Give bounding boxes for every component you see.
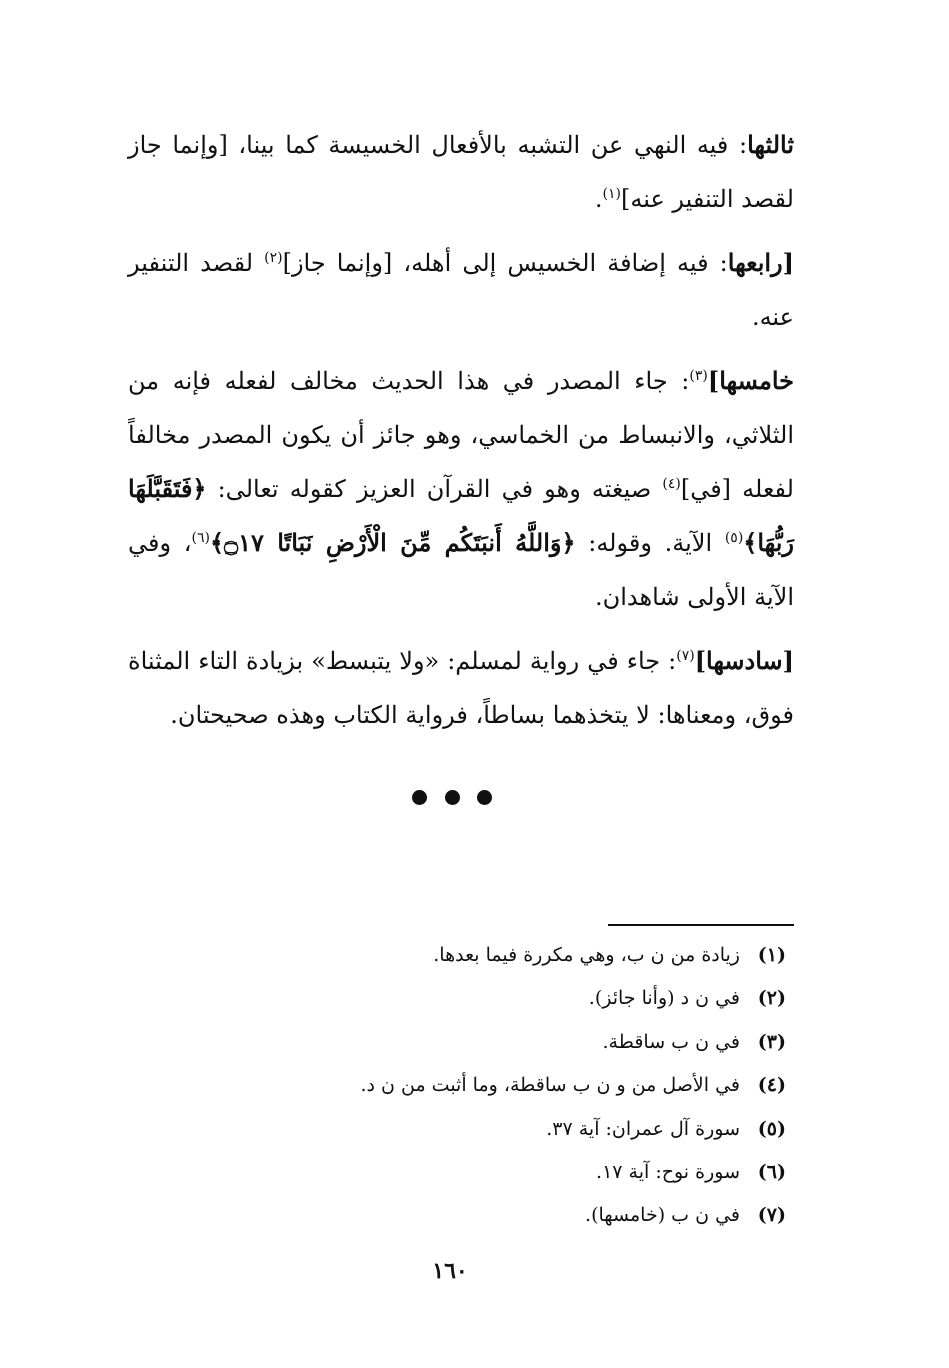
footnotes: [250, 934, 786, 1238]
footnote-text: زيادة من ن ب، وهي مكررة فيما بعدها.: [433, 944, 740, 966]
footnote-ref: (٦): [191, 530, 210, 546]
quran-verse: ﴿فَتَقَبَّلَهَا رَبُّهَا﴾: [128, 474, 794, 557]
section-separator: [412, 787, 492, 807]
separator-dot: [445, 790, 460, 805]
footnote-text: في الأصل من و ن ب ساقطة، وما أثبت من ن د.: [360, 1074, 740, 1097]
footnote-text: في ن ب ساقطة.: [602, 1030, 740, 1053]
paragraph-text: صيغته وهو في القرآن العزيز كقوله تعالى:: [206, 475, 663, 503]
footnote-ref: (١): [602, 186, 621, 202]
footnote-ref: (٢): [264, 250, 283, 266]
footnote-ref: (٥): [724, 530, 744, 546]
footnote-item: [250, 1064, 786, 1107]
paragraph-sixth: [128, 634, 794, 742]
footnote-item: [250, 1021, 786, 1064]
main-text: [128, 118, 794, 752]
footnote-number: (٤): [757, 1074, 786, 1097]
paragraph-third: [128, 118, 794, 226]
quran-verse: ﴿وَاللَّهُ أَنبَتَكُم مِّنَ الْأَرْضِ نَبَاتًا ۝١٧﴾: [209, 528, 576, 557]
paragraph-text: : فيه النهي عن التشبه بالأفعال الخسيسة كما بينا، [وإنما جاز لقصد التنفير عنه]: [128, 131, 794, 213]
paragraph-text: : جاء في رواية لمسلم: «ولا يتبسط» بزيادة التاء المثناة فوق، ومعناها: لا يتخذهما بساطاً، فرواية الكتاب وهذه صحيحتان.: [128, 647, 794, 729]
page-number: ١٦٠: [432, 1258, 468, 1284]
footnote-number: (٧): [757, 1204, 786, 1227]
paragraph-lead: [رابعها: [727, 248, 794, 277]
footnote-text: سورة نوح: آية ١٧.: [596, 1161, 740, 1184]
footnote-number: (٣): [757, 1030, 786, 1053]
paragraph-lead: ثالثها: [747, 130, 794, 159]
paragraph-text: : فيه إضافة الخسيس إلى أهله، [وإنما جاز]: [282, 249, 728, 277]
footnote-item: [250, 1194, 786, 1237]
footnote-number: (١): [757, 944, 786, 966]
separator-dot: [477, 790, 492, 805]
footnote-number: (٦): [757, 1161, 786, 1184]
footnote-text: سورة آل عمران: آية ٣٧.: [546, 1117, 740, 1140]
footnote-text: في ن د (وأنا جائز).: [588, 987, 740, 1010]
paragraph-end: .: [594, 185, 603, 213]
footnote-ref: (٤): [662, 476, 681, 492]
footnote-item: [250, 934, 786, 977]
footnote-item: [250, 977, 786, 1020]
footnote-item: [250, 1151, 786, 1194]
footnote-number: (٢): [757, 987, 786, 1010]
footnote-divider: [608, 924, 794, 926]
paragraph-text: الآية. وقوله:: [575, 529, 725, 557]
separator-dot: [412, 790, 427, 805]
paragraph-fifth: [128, 354, 794, 624]
footnote-number: (٥): [757, 1117, 786, 1140]
paragraph-text: ، وفي الآية الأولى شاهدان.: [128, 529, 794, 611]
paragraph-fourth: [128, 236, 794, 344]
paragraph-lead: خامسها]: [707, 366, 794, 395]
footnote-item: [250, 1108, 786, 1151]
footnote-text: في ن ب (خامسها).: [585, 1204, 740, 1227]
paragraph-lead: [سادسها]: [694, 646, 794, 675]
footnote-ref: (٧): [676, 648, 695, 664]
paragraph-text: : جاء المصدر في هذا الحديث مخالف لفعله فإنه من الثلاثي، والانبساط من الخماسي، وهو جائز أن يكون المصدر مخالفاً لفعله [في]: [128, 367, 794, 503]
footnote-ref: (٣): [689, 368, 708, 384]
paragraph-end: لقصد التنفير عنه.: [128, 249, 794, 331]
